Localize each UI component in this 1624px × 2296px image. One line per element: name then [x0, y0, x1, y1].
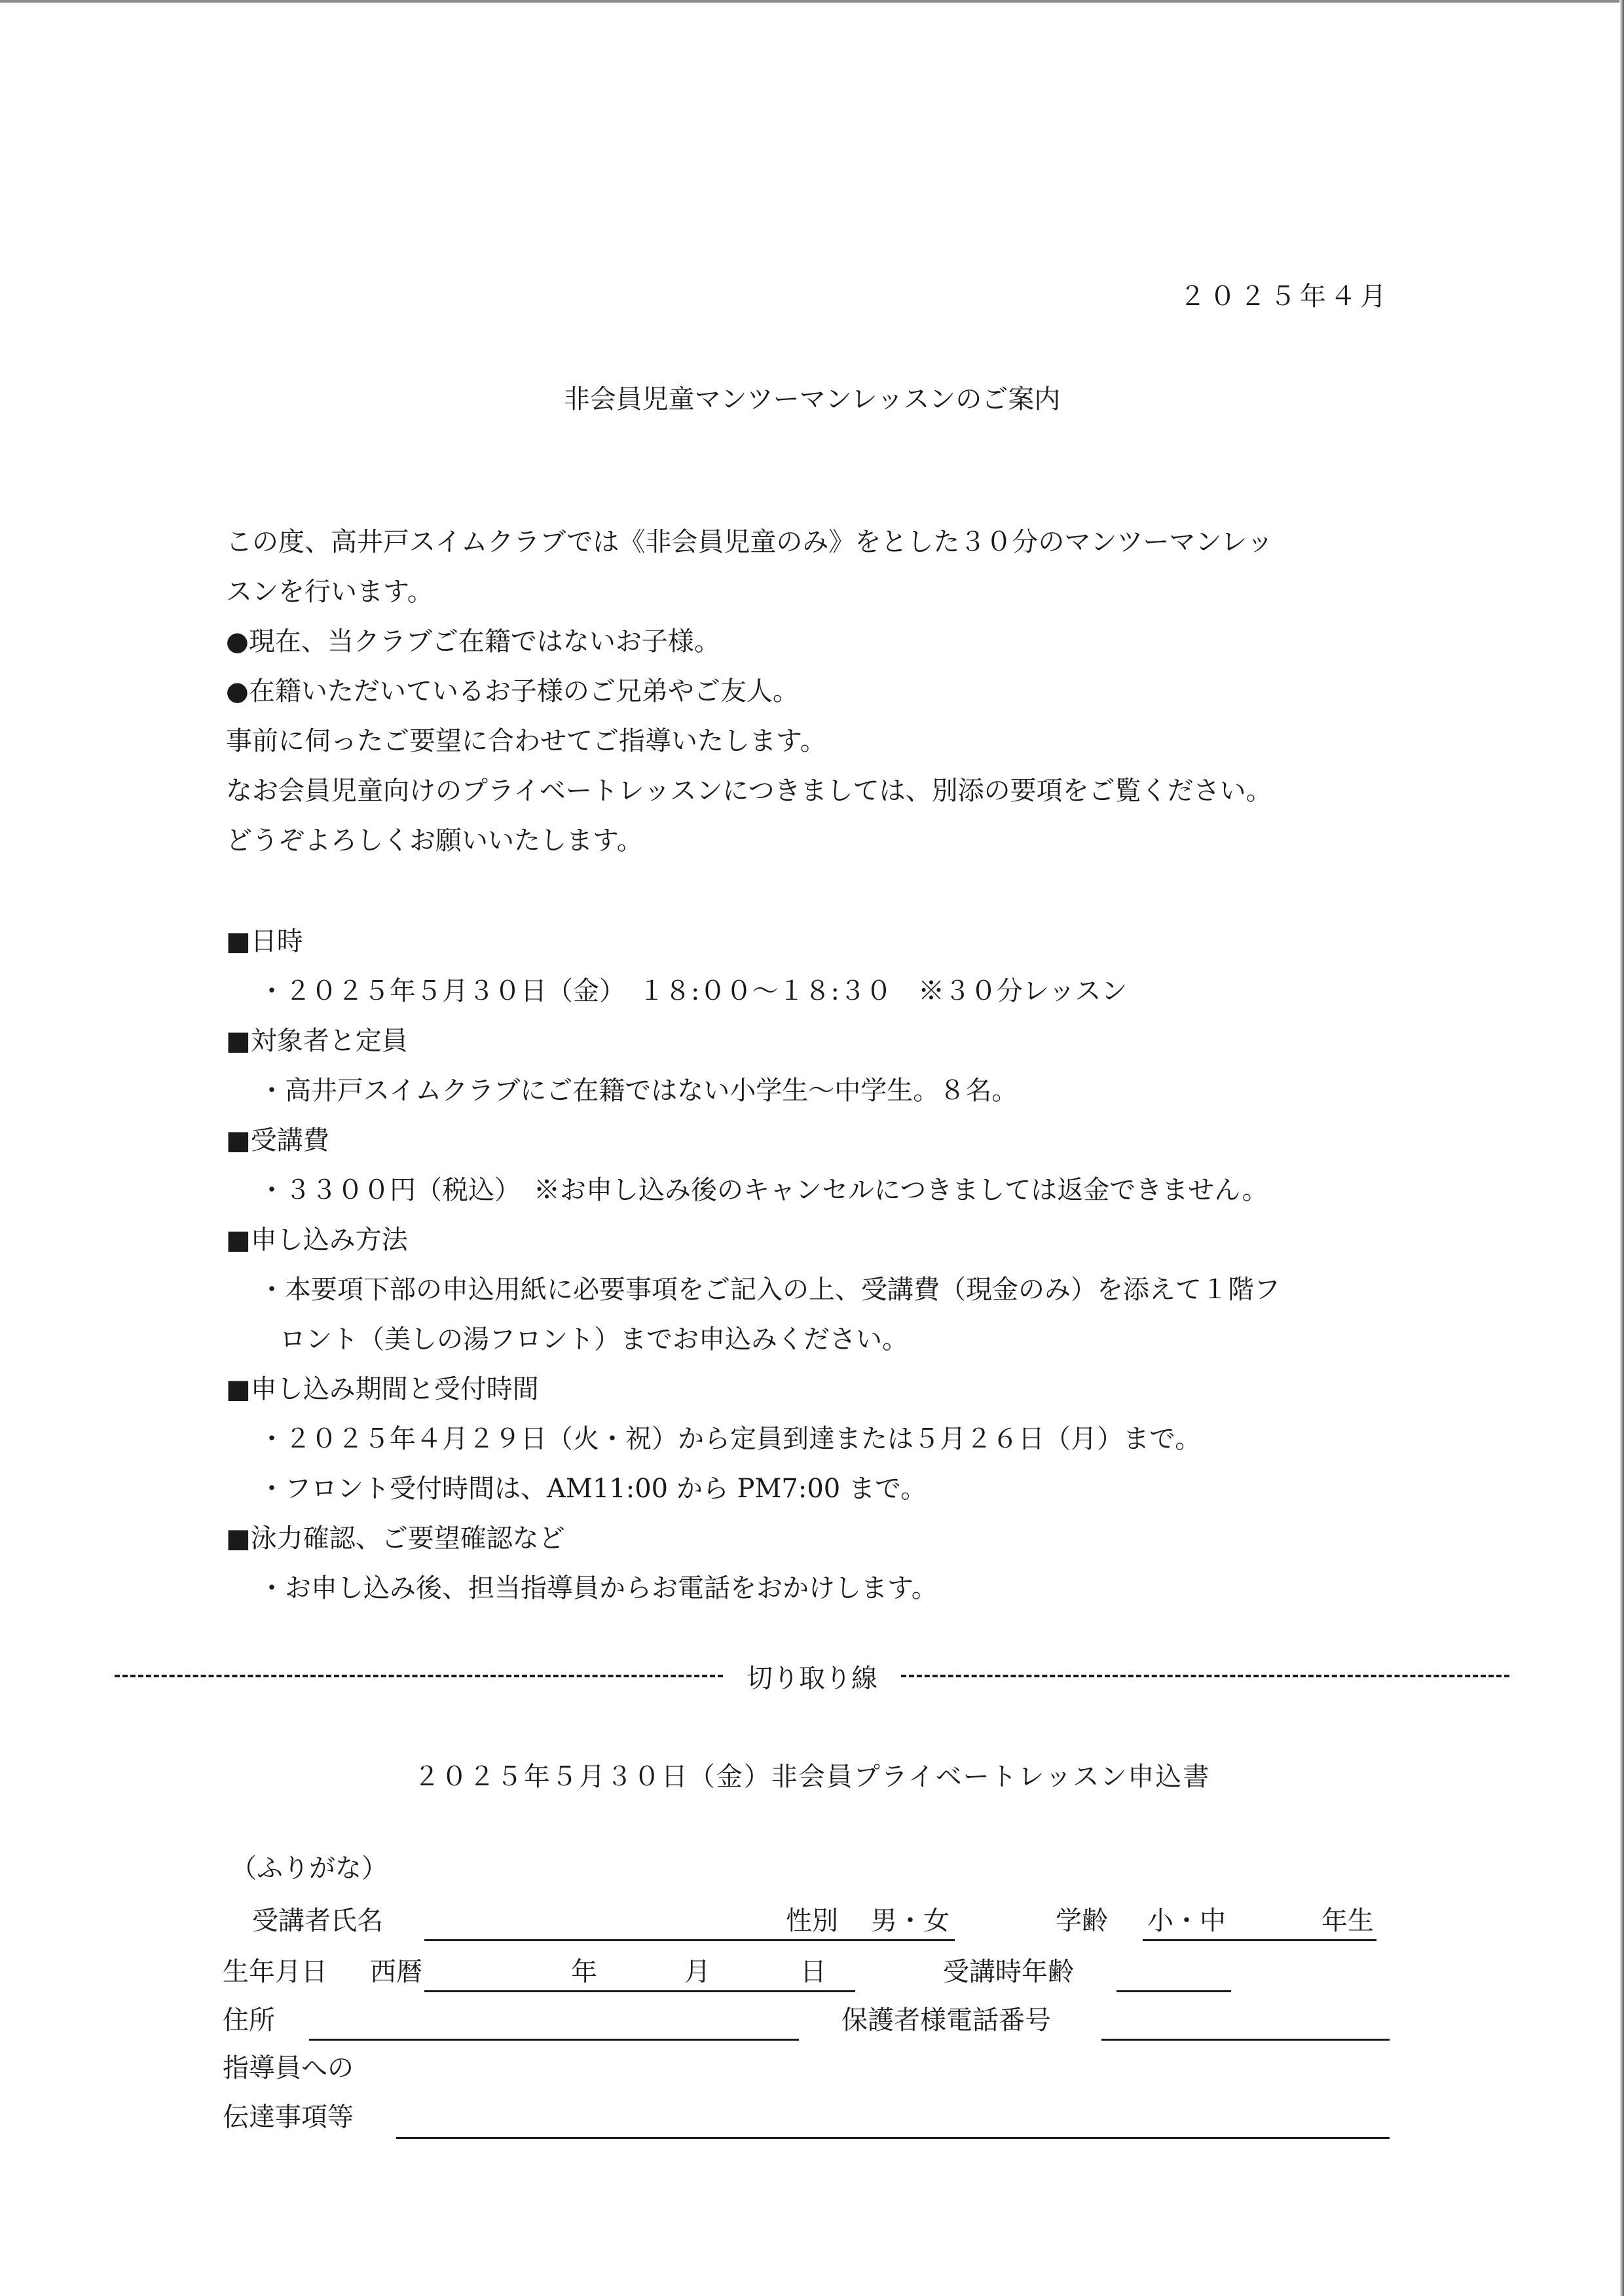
birthdate-label: 生年月日	[223, 1957, 327, 1987]
document-title: 非会員児童マンツーマンレッスンのご案内	[563, 384, 1061, 414]
cut-line-dash-left	[115, 1675, 723, 1677]
section-heading-datetime: ■日時	[226, 926, 303, 957]
instructor-notes-field[interactable]	[396, 2137, 1390, 2139]
section-item-apply-method: ・本要項下部の申込用紙に必要事項をご記入の上、受講費（現金のみ）を添えて１階フ	[259, 1275, 1280, 1305]
name-label: 受講者氏名	[252, 1906, 383, 1936]
year-unit: 年	[571, 1957, 597, 1987]
intro-line: なお会員児童向けのプライベートレッスンにつきましては、別添の要項をご覧ください。	[226, 776, 1272, 806]
section-heading-apply-method: ■申し込み方法	[226, 1225, 408, 1255]
instructor-notes-label-1: 指導員への	[223, 2053, 354, 2083]
birthdate-field[interactable]	[424, 1990, 855, 1992]
section-heading-apply-period: ■申し込み期間と受付時間	[226, 1374, 539, 1404]
document-date: ２０２５年４月	[1179, 282, 1390, 312]
grade-label: 学齢	[1056, 1906, 1108, 1936]
section-item-swim-check: ・お申し込み後、担当指導員からお電話をおかけします。	[259, 1573, 938, 1603]
intro-line: どうぞよろしくお願いいたします。	[226, 826, 643, 856]
instructor-notes-label-2: 伝達事項等	[223, 2102, 354, 2132]
form-title: ２０２５年５月３０日（金）非会員プライベートレッスン申込書	[413, 1762, 1211, 1792]
cut-line-dash-right	[901, 1675, 1509, 1677]
day-unit: 日	[800, 1957, 826, 1987]
scan-edge-right	[1619, 0, 1624, 2296]
address-label: 住所	[223, 2005, 275, 2035]
guardian-phone-field[interactable]	[1101, 2039, 1390, 2041]
cut-line	[115, 1656, 1509, 1696]
section-heading-target: ■対象者と定員	[226, 1026, 408, 1056]
gender-label: 性別	[786, 1906, 838, 1936]
section-item-fee: ・３３００円（税込） ※お申し込み後のキャンセルにつきましては返金できません。	[259, 1175, 1268, 1205]
grade-suffix: 年生	[1321, 1906, 1374, 1936]
age-field[interactable]	[1116, 1990, 1231, 1992]
age-label: 受講時年齢	[943, 1957, 1074, 1987]
section-heading-fee: ■受講費	[226, 1125, 329, 1156]
section-item-target: ・高井戸スイムクラブにご在籍ではない小学生～中学生。８名。	[259, 1076, 1018, 1106]
gender-options[interactable]: 男・女	[871, 1906, 950, 1936]
grade-field[interactable]	[1143, 1939, 1376, 1941]
scan-edge-top	[0, 0, 1624, 3]
cut-line-label: 切り取り線	[747, 1663, 877, 1694]
era-label: 西暦	[370, 1957, 422, 1987]
section-item-apply-method-cont: ロント（美しの湯フロント）までお申込みください。	[280, 1324, 908, 1355]
address-field[interactable]	[309, 2039, 799, 2041]
intro-line: 事前に伺ったご要望に合わせてご指導いたします。	[226, 726, 826, 756]
furigana-label: （ふりがな）	[231, 1853, 388, 1884]
intro-paragraph	[226, 517, 1392, 866]
section-item-datetime: ・２０２５年５月３０日（金） １８:００～１８:３０ ※３０分レッスン	[259, 976, 1128, 1006]
details-sections	[226, 917, 1405, 1613]
section-item-apply-period: ・２０２５年４月２９日（火・祝）から定員到達または５月２６日（月）まで。	[259, 1424, 1202, 1454]
section-item-front-hours: ・フロント受付時間は、AM11:00 から PM7:00 まで。	[259, 1474, 927, 1504]
month-unit: 月	[684, 1957, 710, 1987]
name-field[interactable]	[424, 1939, 955, 1941]
intro-line: スンを行います。	[226, 577, 434, 607]
intro-bullet-siblings-friends: ●在籍いただいているお子様のご兄弟やご友人。	[226, 676, 799, 706]
grade-options[interactable]: 小・中	[1147, 1906, 1226, 1936]
section-heading-swim-check: ■泳力確認、ご要望確認など	[226, 1523, 565, 1554]
intro-line: この度、高井戸スイムクラブでは《非会員児童のみ》をとした３０分のマンツーマンレッ	[226, 527, 1273, 557]
intro-bullet-current-children: ●現在、当クラブご在籍ではないお子様。	[226, 627, 720, 657]
guardian-phone-label: 保護者様電話番号	[841, 2005, 1051, 2035]
